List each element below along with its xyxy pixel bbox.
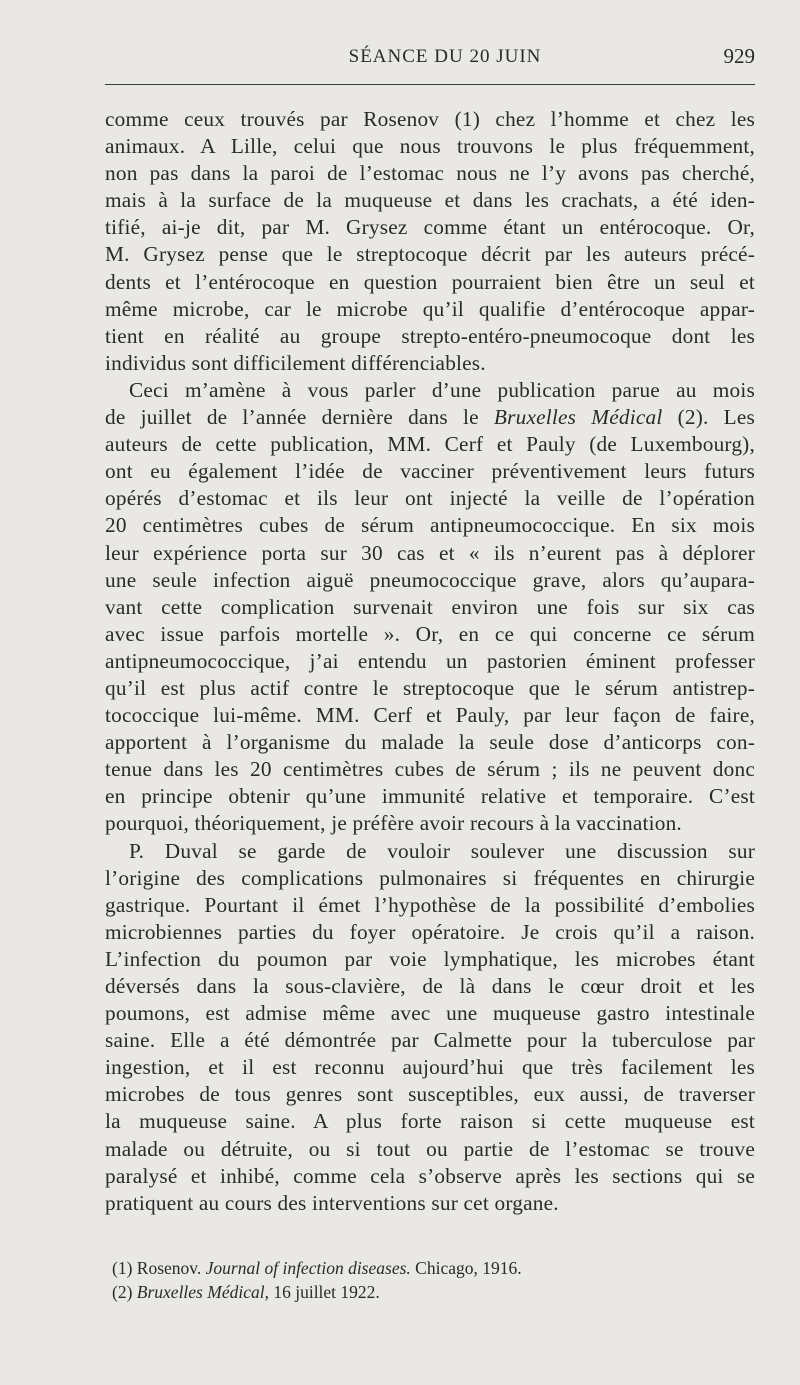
text-line: M. Grysez pense que le streptocoque décrit par les auteurs précé- bbox=[105, 242, 755, 267]
text-line: ingestion, et il est reconnu aujourd’hui que très facilement les bbox=[105, 1055, 755, 1080]
text-line: la muqueuse saine. A plus forte raison si cette muqueuse est bbox=[105, 1109, 755, 1134]
text-line: tifié, ai-je dit, par M. Grysez comme étant un entérocoque. Or, bbox=[105, 215, 755, 240]
text-line: tococcique lui-même. MM. Cerf et Pauly, par leur façon de faire, bbox=[105, 703, 755, 728]
text-line: 20 centimètres cubes de sérum antipneumococcique. En six mois bbox=[105, 513, 755, 538]
footnote-journal: Journal of infection diseases. bbox=[205, 1258, 411, 1278]
text-line: même microbe, car le microbe qu’il qualifie d’entérocoque appar- bbox=[105, 296, 755, 321]
footnote-author: Rosenov. bbox=[136, 1258, 206, 1278]
text-line: déversés dans la sous-clavière, de là dans le cœur droit et les bbox=[105, 974, 755, 998]
text-line: microbiennes parties du foyer opératoire. Je crois qu’il a raison. bbox=[105, 919, 755, 944]
text-line: en principe obtenir qu’une immunité relative et temporaire. C’est bbox=[105, 784, 755, 809]
text-line: gastrique. Pourtant il émet l’hypothèse de la possibilité d’embolies bbox=[105, 892, 755, 917]
text-line: poumons, est admise même avec une muqueuse gastro intestinale bbox=[105, 1001, 755, 1026]
header-rule bbox=[105, 84, 755, 85]
text-line: opérés d’estomac et ils leur ont injecté la veille de l’opération bbox=[105, 486, 755, 511]
running-title: SÉANCE DU 20 JUIN bbox=[348, 46, 542, 67]
footnote-details: Chicago, 1916. bbox=[410, 1258, 522, 1278]
text-line: L’infection du poumon par voie lymphatique, les microbes étant bbox=[105, 946, 755, 971]
text-line: une seule infection aiguë pneumococcique grave, alors qu’aupara- bbox=[105, 567, 755, 592]
text-line: malade ou détruite, ou si tout ou partie de l’estomac se trouve bbox=[105, 1136, 755, 1161]
footnote-marker: (2) bbox=[112, 1282, 137, 1302]
text-line: vant cette complication survenait environ une fois sur six cas bbox=[105, 594, 755, 619]
text-line: paralysé et inhibé, comme cela s’observe après les sections qui se bbox=[105, 1163, 755, 1188]
page-number: 929 bbox=[723, 44, 755, 68]
text-line: avec issue parfois mortelle ». Or, en ce qui concerne ce sérum bbox=[105, 621, 755, 646]
text-line-with-citation bbox=[105, 404, 755, 431]
text-segment: (2). Les bbox=[662, 405, 755, 430]
footnote-details: 16 juillet 1922. bbox=[268, 1282, 380, 1302]
journal-title: Bruxelles Médical bbox=[493, 405, 663, 430]
footnote-2 bbox=[112, 1280, 752, 1304]
footnote-marker: (1) bbox=[112, 1258, 137, 1278]
footnote-1 bbox=[112, 1256, 752, 1280]
text-line: pratiquent au cours des interventions sur cet organe. bbox=[105, 1190, 559, 1215]
text-line: l’origine des complications pulmonaires si fréquentes en chirurgie bbox=[105, 865, 755, 890]
text-line: microbes de tous genres sont susceptibles, eux aussi, de traverser bbox=[105, 1082, 755, 1107]
text-line: qu’il est plus actif contre le streptocoque que le sérum antistrep- bbox=[105, 675, 755, 700]
text-line: non pas dans la paroi de l’estomac nous ne l’y avons pas cherché, bbox=[105, 161, 755, 186]
text-line: auteurs de cette publication, MM. Cerf et Pauly (de Luxembourg), bbox=[105, 432, 755, 457]
text-line: antipneumococcique, j’ai entendu un pastorien éminent professer bbox=[105, 648, 755, 673]
footnotes bbox=[112, 1256, 752, 1304]
body-text bbox=[105, 106, 755, 1217]
running-header bbox=[105, 44, 755, 74]
text-line: tenue dans les 20 centimètres cubes de sérum ; ils ne peuvent donc bbox=[105, 757, 755, 782]
text-line: apportent à l’organisme du malade la seule dose d’anticorps con- bbox=[105, 730, 755, 755]
text-line: animaux. A Lille, celui que nous trouvons le plus fréquemment, bbox=[105, 134, 755, 159]
text-line: saine. Elle a été démontrée par Calmette pour la tuberculose par bbox=[105, 1028, 755, 1053]
text-line: mais à la surface de la muqueuse et dans les crachats, a été iden- bbox=[105, 188, 755, 213]
text-line: dents et l’entérocoque en question pourraient bien être un seul et bbox=[105, 269, 755, 294]
text-line: Ceci m’amène à vous parler d’une publication parue au mois bbox=[129, 377, 755, 402]
text-line: pourquoi, théoriquement, je préfère avoir recours à la vaccination. bbox=[105, 811, 682, 836]
text-line: tient en réalité au groupe strepto-entéro-pneumocoque dont les bbox=[105, 323, 755, 348]
footnote-journal: Bruxelles Médical, bbox=[136, 1282, 269, 1302]
text-line: ont eu également l’idée de vacciner préventivement leurs futurs bbox=[105, 459, 755, 484]
text-line: individus sont difficilement différenciables. bbox=[105, 350, 486, 375]
text-line: leur expérience porta sur 30 cas et « ils n’eurent pas à déplorer bbox=[105, 540, 755, 565]
text-line: P. Duval se garde de vouloir soulever une discussion sur bbox=[129, 838, 755, 863]
text-segment: de juillet de l’année dernière dans le bbox=[105, 405, 494, 430]
text-line: comme ceux trouvés par Rosenov (1) chez l’homme et chez les bbox=[105, 107, 755, 131]
